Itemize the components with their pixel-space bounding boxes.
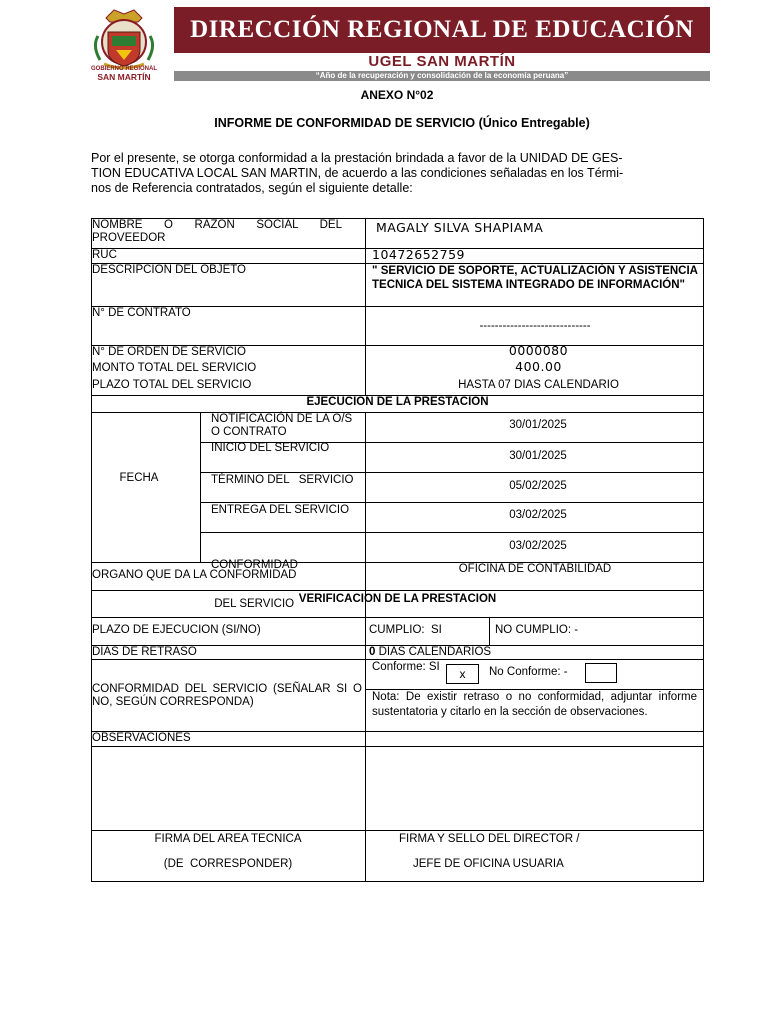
delay-label: DIAS DE RETRASO: [92, 646, 197, 658]
observations-label: OBSERVACIONES: [92, 732, 191, 744]
director-signature-label: FIRMA Y SELLO DEL DIRECTOR /: [399, 833, 580, 845]
conforme-si-label: Conforme: SI: [372, 661, 440, 673]
date-row-value: 03/02/2025: [509, 540, 567, 552]
date-row-label-line: O CONTRATO: [211, 426, 287, 438]
complied-value: CUMPLIO: SI: [369, 624, 442, 636]
delay-number: 0: [369, 646, 376, 658]
not-complied-value: NO CUMPLIO: -: [495, 624, 579, 636]
intro-paragraph: [91, 151, 661, 196]
provider-label: [92, 219, 342, 245]
date-row-label: TÉRMINO DEL SERVICIO: [211, 474, 354, 486]
header-motto: “Año de la recuperación y consolidación de la economía peruana”: [174, 71, 710, 81]
contract-value: -----------------------------: [479, 320, 591, 332]
logo-caption-top: GOBIERNO REGIONAL: [90, 66, 157, 72]
verification-section-header: VERIFICACION DE LA PRESTACION: [298, 593, 497, 605]
conformity-note: Nota: De existir retraso o no conformidad, adjuntar informe sustentatoria y citarlo en la sección de observaciones.: [372, 691, 697, 718]
object-label: DESCRIPCION DEL OBJETO: [92, 264, 247, 276]
organ-value: OFICINA DE CONTABILIDAD: [458, 563, 612, 575]
term-label: PLAZO TOTAL DEL SERVICIO: [92, 379, 252, 391]
order-value: 0000080: [508, 343, 569, 358]
date-row-label-line: DEL SERVICIO: [211, 598, 295, 610]
term-value: HASTA 07 DIAS CALENDARIO: [458, 379, 619, 391]
director-signature-office: JEFE DE OFICINA USUARIA: [413, 858, 564, 870]
logo-caption-bottom: SAN MARTÍN: [97, 72, 151, 82]
date-row-value: 03/02/2025: [509, 509, 567, 521]
object-value: " SERVICIO DE SOPORTE, ACTUALIZACIÓN Y ASISTENCIA TECNICA DEL SISTEMA INTEGRADO DE INFORMACIÓN": [372, 265, 698, 291]
date-row-value: 30/01/2025: [509, 419, 567, 431]
amount-label: MONTO TOTAL DEL SERVICIO: [92, 362, 257, 374]
header-banner-title: DIRECCIÓN REGIONAL DE EDUCACIÓN: [174, 7, 710, 53]
ruc-label: RUC: [92, 249, 117, 261]
amount-value: 400.00: [515, 359, 562, 374]
date-row-label: [211, 413, 365, 439]
conformity-label: CONFORMIDAD DEL SERVICIO (SEÑALAR SI O NO, SEGÚN CORRESPONDA): [92, 683, 362, 708]
provider-label-text: NOMBRE O RAZON SOCIAL DEL PROVEEDOR: [92, 219, 342, 244]
observations-field-left[interactable]: [92, 747, 365, 830]
date-row-label: INICIO DEL SERVICIO: [211, 442, 330, 454]
order-label: N° DE ORDEN DE SERVICIO: [92, 346, 246, 358]
date-label: FECHA: [119, 472, 159, 484]
conforme-si-checkbox[interactable]: x: [446, 664, 479, 684]
date-row-value: 05/02/2025: [509, 480, 567, 492]
provider-value: MAGALY SILVA SHAPIAMA: [376, 220, 544, 235]
document-title: INFORME DE CONFORMIDAD DE SERVICIO (Único Entregable): [214, 116, 590, 130]
execution-section-header: EJECUCION DE LA PRESTACION: [306, 396, 489, 408]
annex-number: ANEXO N°02: [360, 88, 434, 102]
execution-term-label: PLAZO DE EJECUCION (SI/NO): [92, 624, 261, 636]
no-conforme-checkbox[interactable]: [585, 663, 617, 683]
intro-line: nos de Referencia contratados, según el siguiente detalle:: [91, 181, 413, 195]
no-conforme-label: No Conforme: -: [489, 666, 568, 678]
intro-line: Por el presente, se otorga conformidad a la prestación brindada a favor de la UNIDAD DE GES-: [91, 151, 623, 165]
contract-label: N° DE CONTRATO: [92, 307, 191, 319]
delay-value: [369, 646, 491, 659]
date-row-label-line: CONFORMIDAD: [211, 559, 298, 571]
intro-line: TION EDUCATIVA LOCAL SAN MARTIN, de acuerdo a las condiciones señaladas en los Térmi-: [91, 166, 624, 180]
observations-field-right[interactable]: [366, 747, 703, 830]
date-row-label: ENTREGA DEL SERVICIO: [211, 504, 350, 516]
date-row-label-line: NOTIFICACIÓN DE LA O/S: [211, 413, 353, 425]
technical-area-signature-label: FIRMA DEL AREA TECNICA: [154, 833, 302, 845]
delay-unit: DIAS CALENDARIOS: [375, 646, 492, 658]
date-row-value: 30/01/2025: [509, 450, 567, 462]
header-subtitle: UGEL SAN MARTÍN: [368, 53, 516, 70]
organ-label: ORGANO QUE DA LA CONFORMIDAD: [92, 569, 297, 581]
technical-area-signature-note: (DE CORRESPONDER): [163, 858, 293, 870]
ruc-value: 10472652759: [372, 247, 465, 262]
